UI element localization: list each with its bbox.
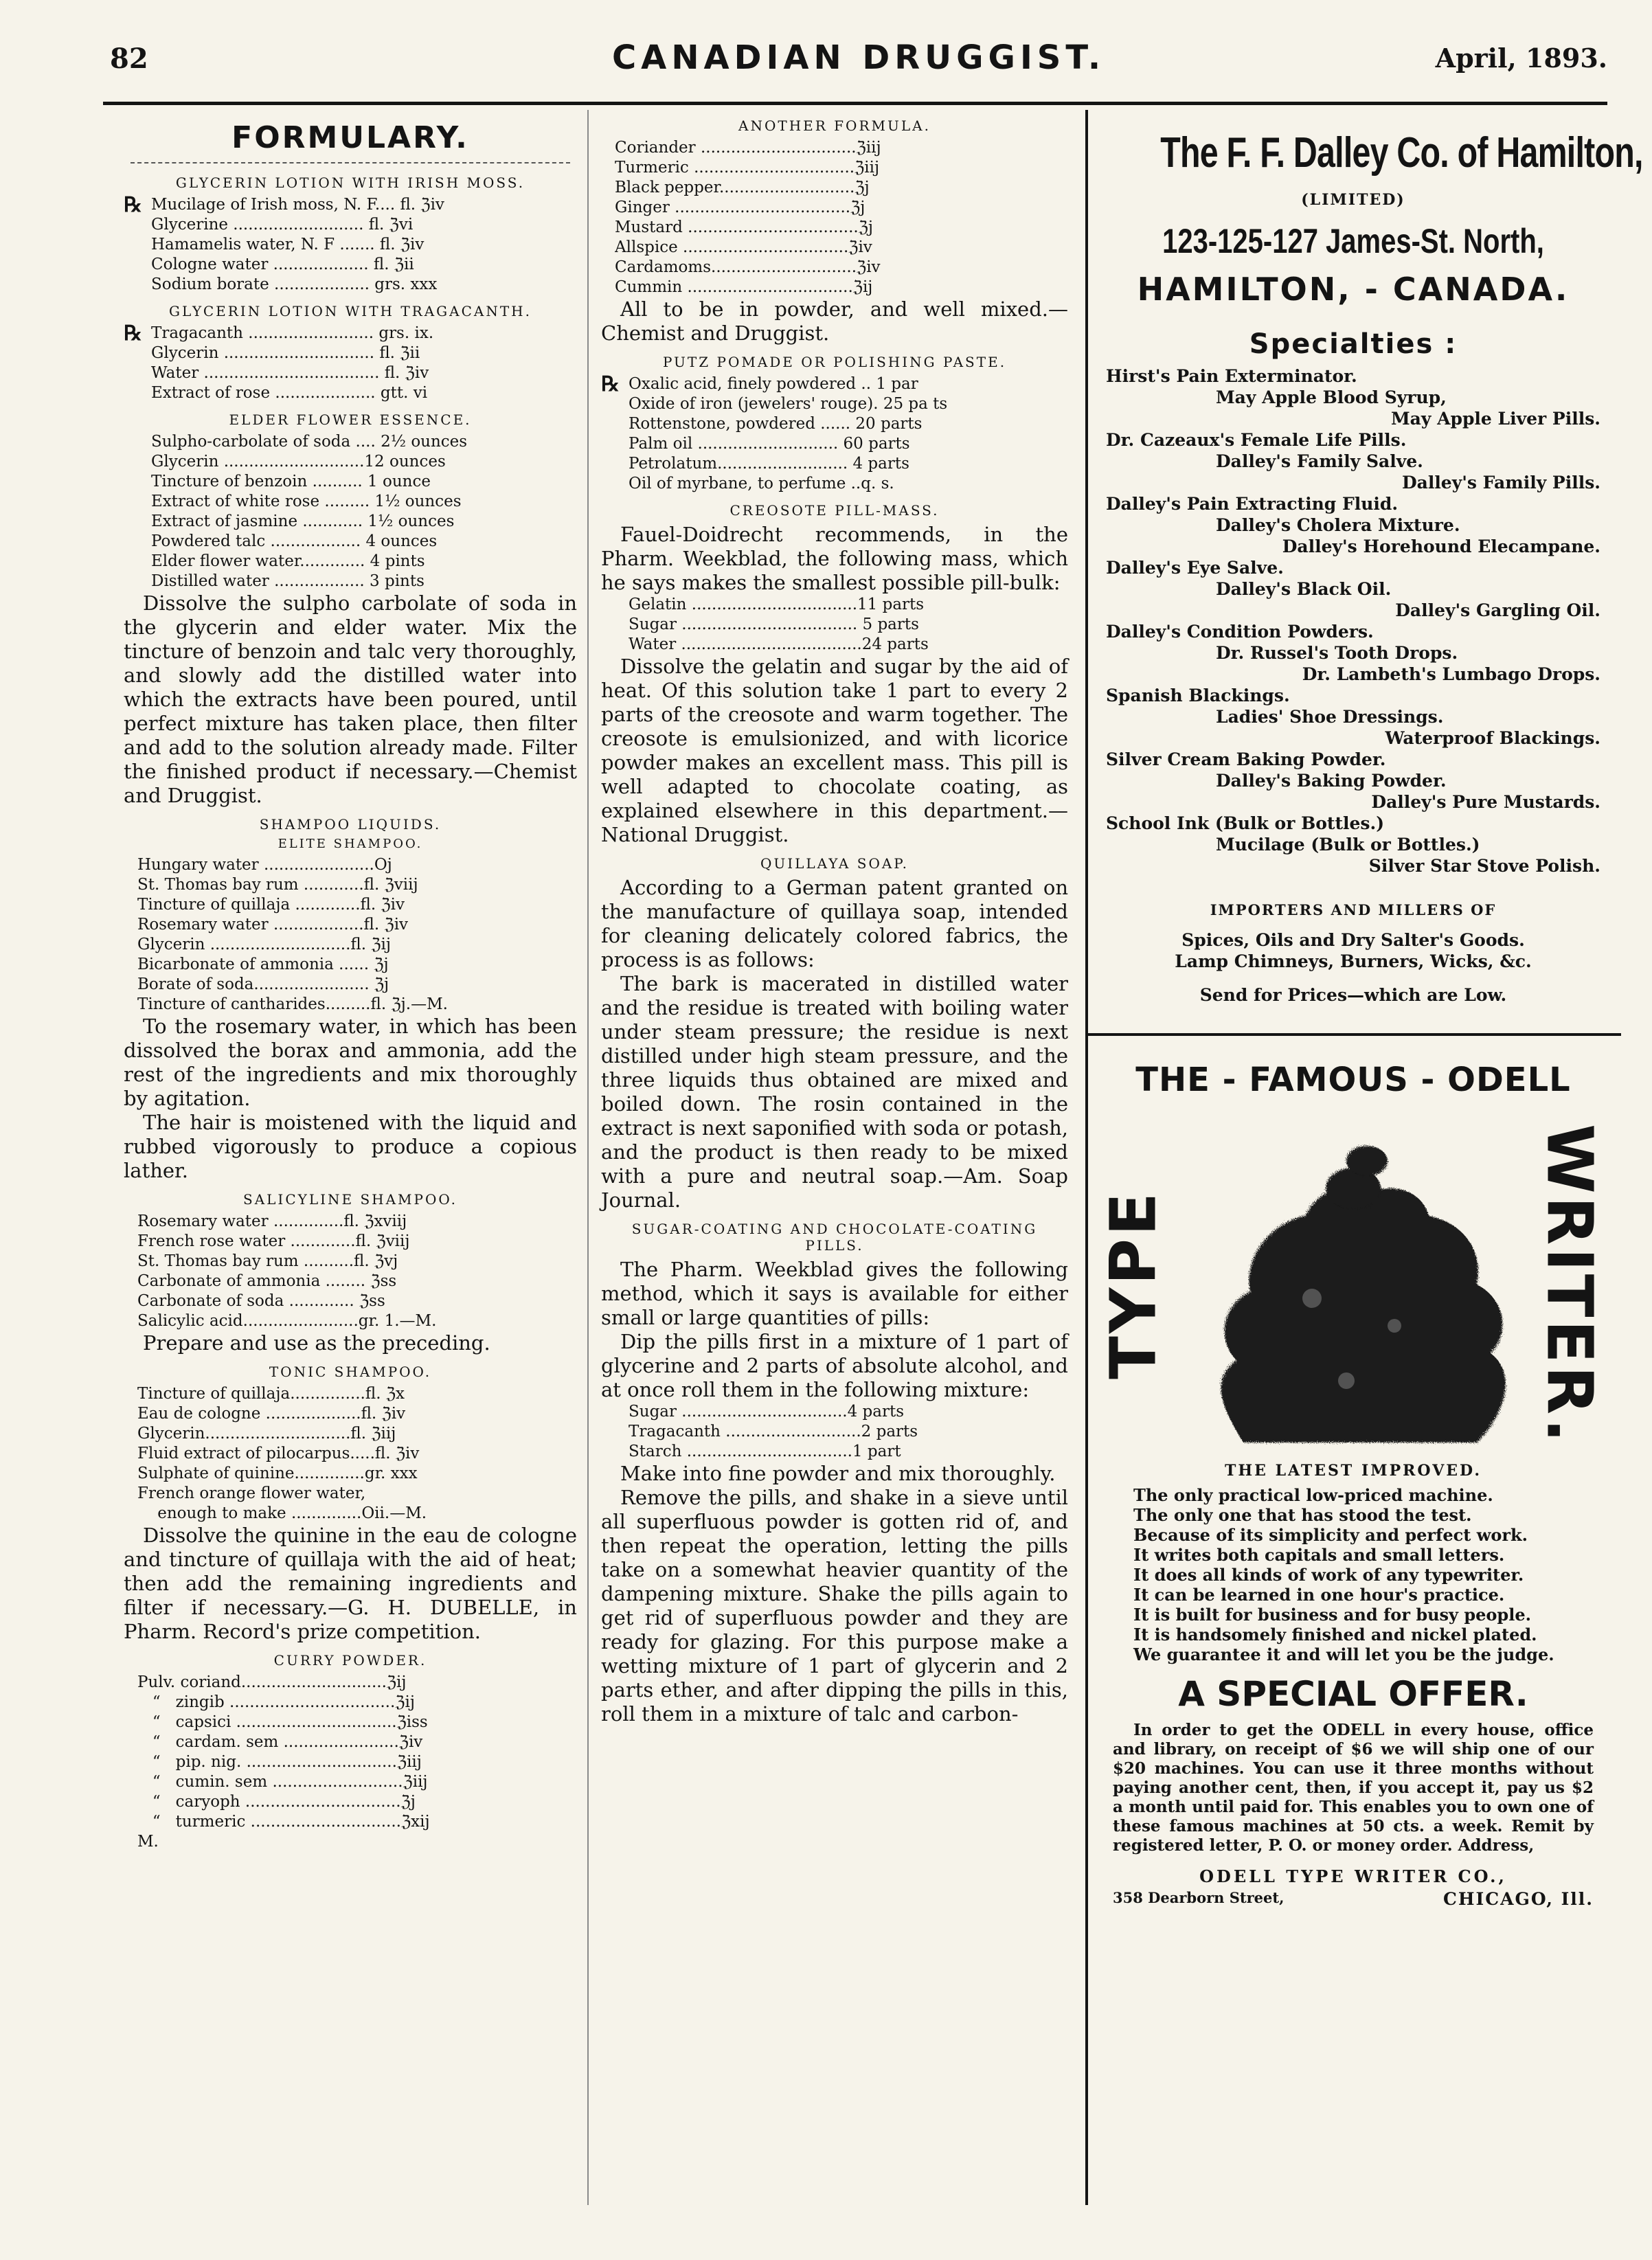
ingredient-line: French rose water .............fl. ℨviij bbox=[137, 1232, 410, 1250]
masthead: CANADIAN DRUGGIST. bbox=[611, 38, 1106, 77]
typewriter-engraving-icon bbox=[1106, 1120, 1600, 1449]
ingredient-line: Ginger ...................................ℨj bbox=[615, 199, 865, 216]
ingredient-line: Bicarbonate of ammonia ...... ℨj bbox=[137, 956, 389, 973]
ingredient-line: Salicylic acid.......................gr. 1.—M. bbox=[137, 1312, 437, 1330]
ingredient-line: Borate of soda....................... ℨj bbox=[137, 975, 389, 993]
ingredient-line: French orange flower water, bbox=[137, 1484, 366, 1502]
paragraph: The Pharm. Weekblad gives the following method, which it says is available for either small or large quantities of pills: bbox=[601, 1258, 1068, 1329]
company-name: The F. F. Dalley Co. of Hamilton, bbox=[1160, 129, 1643, 177]
ingredient-line: Glycerin ............................12 ounces bbox=[151, 453, 446, 471]
column-formulary-continued bbox=[601, 113, 1068, 1726]
recipe-list bbox=[601, 374, 1068, 494]
ingredient-line: Carbonate of soda ............. ℨss bbox=[137, 1292, 385, 1310]
feature-line: It is handsomely finished and nickel plated. bbox=[1133, 1625, 1537, 1645]
dalley-advertisement bbox=[1106, 128, 1643, 1006]
ingredient-line: St. Thomas bay rum ............fl. ℨviij bbox=[137, 876, 418, 894]
ingredient-line: “ caryoph ...............................ℨj bbox=[137, 1793, 416, 1811]
ingredient-line: “ zingib .................................ℨij bbox=[137, 1693, 415, 1711]
odell-advertisement bbox=[1096, 1061, 1607, 1912]
specialty-item: May Apple Blood Syrup, bbox=[1216, 387, 1447, 407]
recipe-list bbox=[124, 195, 577, 295]
ad-divider bbox=[1085, 1033, 1621, 1036]
ingredient-line: Hungary water ......................Oj bbox=[137, 856, 392, 874]
specialty-item: Mucilage (Bulk or Bottles.) bbox=[1216, 835, 1480, 855]
paragraph: The bark is macerated in distilled water and the residue is treated with boiling water under steam pressure; the residue is next distilled under high steam pressure, and the three liquids thus obtained are mixed and boiled down. The rosin contained in the extract is next saponified with soda or potash, and the product is then ready to be mixed with a pure and neutral soap.—Am. Soap Journal. bbox=[601, 972, 1068, 1212]
company-limited: (LIMITED) bbox=[1301, 191, 1405, 209]
ingredient-line: M. bbox=[137, 1833, 159, 1851]
city: CHICAGO, Ill. bbox=[1443, 1889, 1594, 1909]
company-signature: ODELL TYPE WRITER CO., bbox=[1199, 1866, 1507, 1886]
ingredient-line: Sugar .................................4 parts bbox=[629, 1403, 904, 1421]
ingredient-line: Water ................................... fl. ℨiv bbox=[151, 364, 429, 382]
ingredient-line: Cummin .................................ℨij bbox=[615, 278, 873, 296]
type-label: TYPE bbox=[1096, 1190, 1170, 1379]
typewriter-illustration-block bbox=[1096, 1120, 1607, 1449]
specialty-item: Spanish Blackings. bbox=[1106, 686, 1290, 705]
specialty-item: Dalley's Pain Extracting Fluid. bbox=[1106, 494, 1399, 514]
ingredient-line: Sulpho-carbolate of soda .... 2½ ounces bbox=[151, 433, 468, 451]
ingredient-line: Water ....................................24 parts bbox=[629, 635, 929, 653]
specialty-item: Dalley's Family Pills. bbox=[1401, 473, 1600, 493]
feature-line: The only practical low-priced machine. bbox=[1133, 1485, 1493, 1505]
ingredient-line: Pulv. coriand.............................ℨij bbox=[137, 1673, 407, 1691]
paragraph: To the rosemary water, in which has been dissolved the borax and ammonia, add the rest of the ingredients and mix thoroughly by agitation. bbox=[124, 1015, 577, 1110]
ingredient-line: Rosemary water ..............fl. ℨxviij bbox=[137, 1212, 407, 1230]
feature-line: It writes both capitals and small letters. bbox=[1133, 1545, 1505, 1565]
specialty-item: May Apple Liver Pills. bbox=[1390, 409, 1600, 429]
rx-symbol: ℞ bbox=[601, 372, 620, 396]
ingredient-line: Elder flower water............. 4 pints bbox=[151, 552, 425, 570]
recipe-list bbox=[601, 138, 1068, 297]
send-for-prices: Send for Prices—which are Low. bbox=[1199, 985, 1507, 1005]
section-title: FORMULARY. bbox=[231, 120, 469, 155]
recipe-list bbox=[124, 432, 577, 591]
ingredient-line: Cologne water ................... fl. ℨii bbox=[151, 256, 414, 273]
ingredient-line: Extract of rose .................... gtt. vi bbox=[151, 384, 428, 402]
column-formulary bbox=[124, 113, 577, 1852]
ingredient-line: Extract of jasmine ............ 1½ ounces bbox=[151, 512, 455, 530]
ingredient-line: Tincture of benzoin .......... 1 ounce bbox=[151, 473, 431, 490]
ingredient-line: Glycerin .............................. fl. ℨii bbox=[151, 344, 420, 362]
paragraph: Dissolve the quinine in the eau de cologne and tincture of quillaja with the aid of heat; then add the remaining ingredients and filter if necessary.—G. H. DUBELLE, in Pharm. Record's prize competition. bbox=[124, 1524, 577, 1643]
specialty-item: Dr. Russel's Tooth Drops. bbox=[1216, 643, 1458, 663]
recipe-list bbox=[124, 1384, 577, 1524]
ingredient-line: Mustard ..................................ℨj bbox=[615, 218, 874, 236]
recipe-heading: SUGAR-COATING AND CHOCOLATE-COATING PILLS. bbox=[631, 1221, 1038, 1254]
issue-date: April, 1893. bbox=[1435, 43, 1607, 74]
ingredient-line: Sugar ................................... 5 parts bbox=[629, 615, 919, 633]
column-divider-1 bbox=[587, 110, 589, 2205]
importers-heading: IMPORTERS AND MILLERS OF bbox=[1210, 901, 1497, 918]
company-city: HAMILTON, - CANADA. bbox=[1137, 271, 1570, 308]
paragraph: According to a German patent granted on the manufacture of quillaya soap, intended for cleaning delicately colored fabrics, the process is as follows: bbox=[601, 876, 1068, 971]
ingredient-line: Glycerine .......................... fl. ℨvi bbox=[151, 216, 414, 234]
ingredient-line: Palm oil ............................ 60 parts bbox=[629, 435, 910, 453]
ingredient-line: Oxalic acid, finely powdered .. 1 par bbox=[629, 375, 918, 393]
recipe-list bbox=[124, 855, 577, 1015]
ingredient-line: “ cumin. sem ..........................ℨiij bbox=[137, 1773, 428, 1791]
offer-text: In order to get the ODELL in every house, office and library, on receipt of $6 we will ship one of our $20 machines. You can use it three months without paying another cent, then, if you accept it, pay us $2 a month until paid for. This enables you to own one of these famous machines at 50 cts. a week. Remit by registered letter, P. O. or money order. Address, bbox=[1113, 1721, 1594, 1855]
specialty-item: Dalley's Black Oil. bbox=[1216, 579, 1392, 599]
specialty-item: Waterproof Blackings. bbox=[1385, 728, 1600, 748]
ingredient-line: Glycerin ............................fl. ℨij bbox=[137, 936, 392, 953]
company-address: 123-125-127 James-St. North, bbox=[1162, 222, 1544, 260]
ingredient-line: Oxide of iron (jewelers' rouge). 25 pa ts bbox=[629, 395, 948, 413]
latest-improved: THE LATEST IMPROVED. bbox=[1224, 1462, 1482, 1480]
recipe-list bbox=[124, 1673, 577, 1852]
special-offer-heading: A SPECIAL OFFER. bbox=[1178, 1674, 1528, 1714]
recipe-heading: SALICYLINE SHAMPOO. bbox=[243, 1191, 457, 1208]
ingredient-line: Fluid extract of pilocarpus.....fl. ℨiv bbox=[137, 1445, 420, 1462]
ingredient-line: “ turmeric ..............................ℨxij bbox=[137, 1813, 430, 1831]
ingredient-line: Allspice .................................ℨiv bbox=[615, 238, 872, 256]
feature-line: It can be learned in one hour's practice. bbox=[1133, 1585, 1505, 1605]
ingredient-line: Distilled water .................. 3 pints bbox=[151, 572, 425, 590]
header-rule bbox=[103, 102, 1607, 105]
ingredient-line: Sulphate of quinine..............gr. xxx bbox=[137, 1465, 418, 1482]
title-divider bbox=[131, 162, 570, 163]
feature-line: It does all kinds of work of any typewriter. bbox=[1133, 1565, 1524, 1585]
odell-headline: THE - FAMOUS - ODELL bbox=[1135, 1061, 1571, 1099]
recipe-heading: QUILLAYA SOAP. bbox=[760, 855, 909, 872]
ingredient-line: Mucilage of Irish moss, N. F.... fl. ℨiv bbox=[151, 196, 444, 214]
ingredient-line: Extract of white rose ......... 1½ ounces bbox=[151, 493, 462, 510]
ingredient-line: Rosemary water ..................fl. ℨiv bbox=[137, 916, 409, 934]
specialty-item: Hirst's Pain Exterminator. bbox=[1106, 366, 1357, 386]
ingredient-line: Sodium borate ................... grs. xxx bbox=[151, 275, 438, 293]
ingredient-line: “ cardam. sem .......................ℨiv bbox=[137, 1733, 423, 1751]
recipe-heading: SHAMPOO LIQUIDS. bbox=[259, 816, 442, 833]
goods-line: Spices, Oils and Dry Salter's Goods. bbox=[1181, 930, 1525, 950]
recipe-heading: ELDER FLOWER ESSENCE. bbox=[229, 411, 472, 428]
specialties-heading: Specialties : bbox=[1249, 328, 1458, 360]
ingredient-line: Glycerin.............................fl. ℨiij bbox=[137, 1425, 396, 1443]
page-number: 82 bbox=[110, 43, 148, 75]
paragraph: Dissolve the gelatin and sugar by the aid of heat. Of this solution take 1 part to every 2 parts of the creosote and warm together. The creosote is emulsionized, and with licorice powder makes an excellent mass. This pill is well adapted to chocolate coating, as explained elsewhere in this department.—National Druggist. bbox=[601, 655, 1068, 846]
recipe-list bbox=[124, 1212, 577, 1331]
paragraph: Make into fine powder and mix thoroughly. bbox=[620, 1462, 1056, 1485]
rx-symbol: ℞ bbox=[124, 193, 142, 217]
recipe-list bbox=[601, 595, 1068, 655]
paragraph: The hair is moistened with the liquid and rubbed vigorously to produce a copious lather. bbox=[124, 1111, 577, 1182]
ingredient-line: Carbonate of ammonia ........ ℨss bbox=[137, 1272, 397, 1290]
writer-label: WRITER. bbox=[1532, 1124, 1607, 1445]
column-divider-2 bbox=[1085, 110, 1088, 2205]
ingredient-line: “ capsici ................................ℨiss bbox=[137, 1713, 428, 1731]
recipe-heading: ANOTHER FORMULA. bbox=[738, 117, 931, 134]
ingredient-line: Tragacanth ...........................2 parts bbox=[629, 1423, 918, 1440]
ingredient-line: enough to make ..............Oii.—M. bbox=[137, 1504, 427, 1522]
column-advertisements bbox=[1096, 113, 1643, 1912]
rx-symbol: ℞ bbox=[124, 321, 142, 346]
specialty-item: Dalley's Pure Mustards. bbox=[1371, 792, 1600, 812]
recipe-list bbox=[601, 1402, 1068, 1462]
ingredient-line: Petrolatum.......................... 4 parts bbox=[629, 455, 909, 473]
feature-line: It is built for business and for busy people. bbox=[1133, 1605, 1531, 1625]
ingredient-line: Cardamoms.............................ℨiv bbox=[615, 258, 881, 276]
ingredient-line: Gelatin .................................11 parts bbox=[629, 596, 925, 613]
paragraph: Dip the pills first in a mixture of 1 part of glycerine and 2 parts of absolute alcohol, and at once roll them in the following mixture: bbox=[601, 1330, 1068, 1401]
recipe-list bbox=[124, 321, 577, 403]
ingredient-line: Tincture of quillaja .............fl. ℨiv bbox=[137, 896, 405, 914]
ingredient-line: Rottenstone, powdered ...... 20 parts bbox=[629, 415, 923, 433]
specialty-item: Ladies' Shoe Dressings. bbox=[1216, 707, 1444, 727]
feature-line: The only one that has stood the test. bbox=[1133, 1505, 1472, 1525]
specialty-item: Dalley's Cholera Mixture. bbox=[1216, 515, 1460, 535]
specialty-item: Dalley's Family Salve. bbox=[1216, 451, 1423, 471]
paragraph: Fauel-Doidrecht recommends, in the Pharm. Weekblad, the following mass, which he says makes the smallest possible pill-bulk: bbox=[601, 523, 1068, 594]
specialty-item: Dalley's Gargling Oil. bbox=[1395, 600, 1600, 620]
goods-line: Lamp Chimneys, Burners, Wicks, &c. bbox=[1175, 951, 1532, 971]
ingredient-line: Starch .................................1 part bbox=[629, 1443, 901, 1460]
specialty-item: Silver Cream Baking Powder. bbox=[1106, 749, 1386, 769]
paragraph: Remove the pills, and shake in a sieve until all superfluous powder is gotten rid of, and then repeat the operation, letting the pills take on a somewhat heavier quantity of the dampening mixture. Shake the pills again to get rid of superfluous powder and they are ready for glazing. For this purpose make a wetting mixture of 1 part of glycerin and 2 parts ether, and after dipping the pills in this, roll them in a mixture of talc and carbon- bbox=[601, 1486, 1068, 1726]
paragraph: Prepare and use as the preceding. bbox=[143, 1331, 490, 1355]
specialty-item: Dr. Cazeaux's Female Life Pills. bbox=[1106, 430, 1407, 450]
ingredient-line: Black pepper...........................ℨj bbox=[615, 179, 870, 196]
paragraph: All to be in powder, and well mixed.—Chemist and Druggist. bbox=[601, 297, 1068, 345]
ingredient-line: St. Thomas bay rum ..........fl. ℨvj bbox=[137, 1252, 398, 1270]
specialty-item: Dalley's Baking Powder. bbox=[1216, 771, 1447, 791]
ingredient-line: Powdered talc .................. 4 ounces bbox=[151, 532, 438, 550]
recipe-subheading: ELITE SHAMPOO. bbox=[278, 837, 423, 851]
recipe-heading: CURRY POWDER. bbox=[273, 1652, 427, 1669]
ingredient-line: “ pip. nig. ..............................ℨiij bbox=[137, 1753, 422, 1771]
street-address: 358 Dearborn Street, bbox=[1113, 1889, 1285, 1906]
specialty-item: Dalley's Horehound Elecampane. bbox=[1282, 536, 1600, 556]
feature-line: We guarantee it and will let you be the judge. bbox=[1133, 1645, 1554, 1664]
specialty-item: Silver Star Stove Polish. bbox=[1368, 856, 1600, 876]
recipe-heading: TONIC SHAMPOO. bbox=[269, 1364, 432, 1380]
specialty-item: Dalley's Eye Salve. bbox=[1106, 558, 1284, 578]
ingredient-line: Tragacanth ......................... grs. ix. bbox=[151, 324, 434, 342]
paragraph: Dissolve the sulpho carbolate of soda in the glycerin and elder water. Mix the tincture of benzoin and talc very thoroughly, and slowly add the distilled water into which the extracts have been poured, until perfect mixture has taken place, then filter and add to the solution already made. Filter the finished product if necessary.—Chemist and Druggist. bbox=[124, 591, 577, 807]
recipe-heading: CREOSOTE PILL-MASS. bbox=[729, 502, 940, 519]
ingredient-line: Turmeric ................................ℨiij bbox=[615, 159, 880, 177]
ingredient-line: Coriander ...............................ℨiij bbox=[615, 139, 881, 157]
ingredient-line: Tincture of quillaja...............fl. ℨx bbox=[137, 1385, 405, 1403]
specialty-item: School Ink (Bulk or Bottles.) bbox=[1106, 813, 1385, 833]
feature-line: Because of its simplicity and perfect work. bbox=[1133, 1525, 1528, 1545]
writer-vertical-text bbox=[1532, 1120, 1607, 1449]
ingredient-line: Eau de cologne ...................fl. ℨiv bbox=[137, 1405, 406, 1423]
recipe-heading: GLYCERIN LOTION WITH TRAGACANTH. bbox=[169, 303, 532, 319]
company-footer bbox=[1106, 1886, 1600, 1912]
recipe-heading: GLYCERIN LOTION WITH IRISH MOSS. bbox=[175, 174, 525, 191]
ingredient-line: Hamamelis water, N. F ....... fl. ℨiv bbox=[151, 236, 425, 253]
specialty-item: Dalley's Condition Powders. bbox=[1106, 622, 1374, 642]
ingredient-line: Oil of myrbane, to perfume ..q. s. bbox=[629, 475, 894, 493]
specialty-item: Dr. Lambeth's Lumbago Drops. bbox=[1302, 664, 1600, 684]
ingredient-line: Tincture of cantharides.........fl. ℨj.—M. bbox=[137, 995, 448, 1013]
page-header bbox=[110, 36, 1607, 84]
recipe-heading: PUTZ POMADE OR POLISHING PASTE. bbox=[662, 354, 1007, 370]
